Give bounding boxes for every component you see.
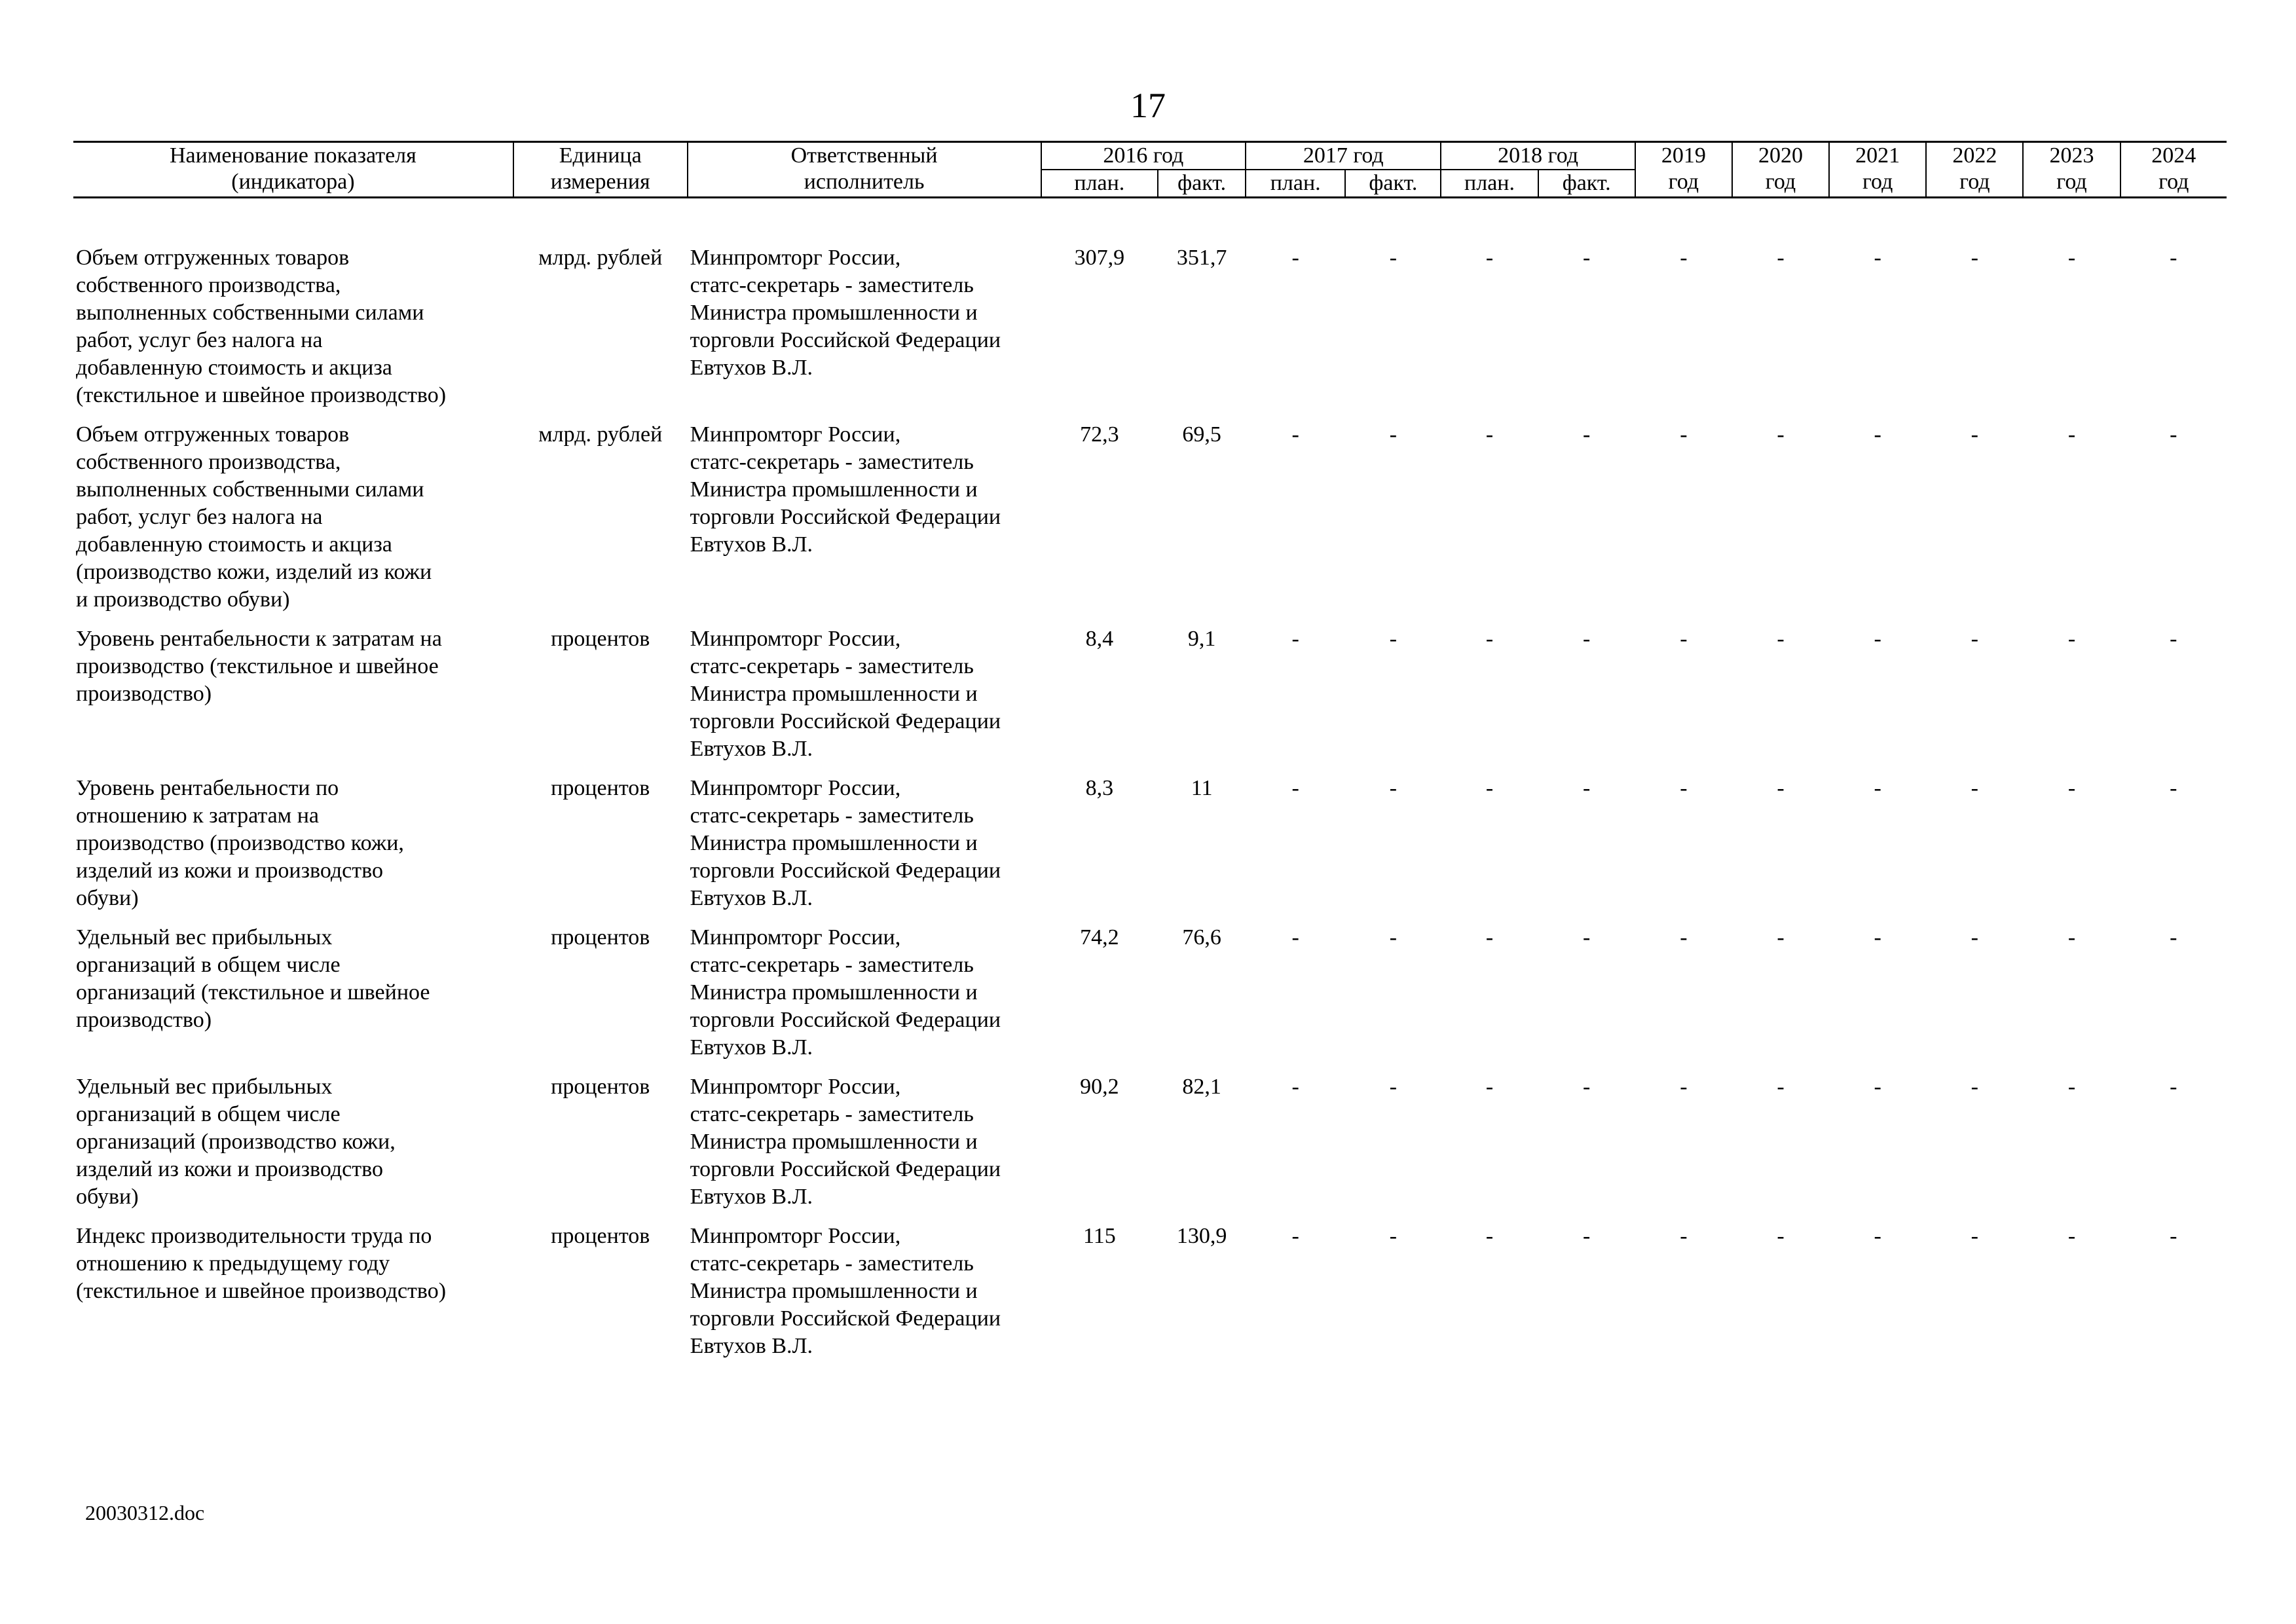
value-2016-fact: 11 [1191, 776, 1213, 800]
value-cell: - [1680, 776, 1688, 800]
unit: процентов [551, 776, 650, 800]
responsible-line: Евтухов В.Л. [690, 1334, 813, 1358]
responsible-line: Евтухов В.Л. [690, 1035, 813, 1060]
value-2016-fact: 82,1 [1182, 1075, 1221, 1099]
value-cell: - [1485, 776, 1494, 800]
value-cell: - [2067, 1075, 2076, 1099]
responsible-line: торговли Российской Федерации [690, 328, 1001, 352]
value-cell: - [1485, 925, 1494, 950]
value-cell: - [1971, 627, 1978, 651]
indicator-name-line: (текстильное и швейное производство) [76, 1279, 447, 1303]
value-cell: - [1680, 1224, 1688, 1248]
value-cell: - [1680, 246, 1688, 270]
header-year-2020: 2020 год [1732, 142, 1829, 198]
value-cell: - [1389, 925, 1398, 950]
value-2016-fact: 9,1 [1187, 627, 1216, 651]
value-cell: - [2170, 1224, 2177, 1248]
responsible-line: статс-секретарь - заместитель [690, 803, 974, 828]
responsible-line: статс-секретарь - заместитель [690, 953, 974, 977]
responsible-line: Минпромторг России, [690, 1075, 901, 1099]
value-cell: - [1874, 422, 1881, 447]
value-cell: - [2067, 925, 2076, 950]
unit: процентов [551, 1224, 650, 1248]
responsible-line: торговли Российской Федерации [690, 709, 1001, 733]
table-row [73, 924, 2227, 1073]
indicator-name [73, 421, 513, 625]
value-cell: - [1874, 1224, 1881, 1248]
value-cell: - [1291, 776, 1299, 800]
indicator-name-line: производство (текстильное и швейное [76, 654, 439, 678]
indicator-name-line: выполненных собственными силами [76, 477, 424, 502]
value-cell: - [1874, 1075, 1881, 1099]
value-2016-plan: 72,3 [1080, 422, 1119, 447]
header-2016-plan: план. [1041, 170, 1158, 198]
indicator-name [73, 775, 513, 924]
value-cell: - [1777, 1224, 1785, 1248]
value-cell: - [2067, 627, 2076, 651]
responsible-executor [688, 924, 1041, 1073]
indicator-name-line: производство) [76, 1008, 212, 1032]
table-header [73, 142, 2227, 198]
value-cell: - [1583, 1224, 1591, 1248]
header-year-2024: 2024 год [2120, 142, 2227, 198]
header-indicator-name: Наименование показателя (индикатора) [73, 142, 513, 198]
value-2016-fact: 351,7 [1176, 246, 1227, 270]
indicator-name-line: Удельный вес прибыльных [76, 1075, 333, 1099]
indicator-name [73, 924, 513, 1073]
value-cell: - [1874, 627, 1881, 651]
responsible-line: Минпромторг России, [690, 1224, 901, 1248]
indicator-name-line: (производство кожи, изделий из кожи [76, 560, 432, 584]
indicator-name-line: отношению к затратам на [76, 803, 319, 828]
indicator-name-line: Удельный вес прибыльных [76, 925, 333, 950]
value-cell: - [1777, 627, 1785, 651]
responsible-line: Министра промышленности и [690, 1279, 978, 1303]
value-cell: - [1389, 1075, 1398, 1099]
value-cell: - [1971, 776, 1978, 800]
value-cell: - [1680, 627, 1688, 651]
header-year-2022: 2022 год [1926, 142, 2023, 198]
header-year-2023: 2023 год [2023, 142, 2120, 198]
responsible-line: Минпромторг России, [690, 422, 901, 447]
value-cell: - [1874, 776, 1881, 800]
value-cell: - [2170, 925, 2177, 950]
responsible-line: Минпромторг России, [690, 925, 901, 950]
header-2016-fact: факт. [1158, 170, 1246, 198]
indicator-name-line: организаций в общем числе [76, 953, 341, 977]
value-cell: - [2067, 246, 2076, 270]
value-cell: - [2170, 422, 2177, 447]
responsible-line: Евтухов В.Л. [690, 886, 813, 910]
responsible-line: Министра промышленности и [690, 682, 978, 706]
responsible-line: статс-секретарь - заместитель [690, 1102, 974, 1126]
indicator-name-line: собственного производства, [76, 450, 341, 474]
unit: процентов [551, 925, 650, 950]
responsible-line: Министра промышленности и [690, 301, 978, 325]
responsible-executor [688, 244, 1041, 421]
value-2016-fact: 130,9 [1176, 1224, 1227, 1248]
header-2018-fact: факт. [1538, 170, 1635, 198]
indicator-name-line: организаций (производство кожи, [76, 1130, 396, 1154]
table-row [73, 421, 2227, 625]
responsible-line: торговли Российской Федерации [690, 1157, 1001, 1181]
indicator-name-line: организаций в общем числе [76, 1102, 341, 1126]
indicator-name-line: производство) [76, 682, 212, 706]
table-row [73, 1223, 2227, 1372]
header-year-2016: 2016 год [1041, 142, 1246, 170]
indicator-name-line: обуви) [76, 1185, 139, 1209]
value-cell: - [1680, 925, 1688, 950]
responsible-line: торговли Российской Федерации [690, 1306, 1001, 1331]
value-cell: - [1971, 925, 1978, 950]
value-cell: - [1389, 422, 1398, 447]
unit: млрд. рублей [538, 422, 663, 447]
header-responsible: Ответственный исполнитель [688, 142, 1041, 198]
indicator-name-line: Объем отгруженных товаров [76, 246, 350, 270]
value-cell: - [1777, 776, 1785, 800]
value-cell: - [1291, 1224, 1299, 1248]
value-cell: - [1971, 246, 1978, 270]
table-row [73, 775, 2227, 924]
value-cell: - [1583, 925, 1591, 950]
indicator-name [73, 1073, 513, 1223]
indicator-name-line: выполненных собственными силами [76, 301, 424, 325]
value-cell: - [1389, 627, 1398, 651]
value-cell: - [1583, 627, 1591, 651]
responsible-line: Евтухов В.Л. [690, 1185, 813, 1209]
responsible-line: Министра промышленности и [690, 477, 978, 502]
value-cell: - [1971, 1224, 1978, 1248]
value-cell: - [1389, 776, 1398, 800]
value-cell: - [1485, 246, 1494, 270]
responsible-line: Евтухов В.Л. [690, 532, 813, 557]
header-year-2017: 2017 год [1246, 142, 1441, 170]
indicator-name [73, 244, 513, 421]
value-cell: - [1291, 1075, 1299, 1099]
indicator-name-line: обуви) [76, 886, 139, 910]
value-cell: - [1485, 627, 1494, 651]
value-cell: - [1777, 925, 1785, 950]
value-2016-fact: 69,5 [1182, 422, 1221, 447]
indicator-name-line: добавленную стоимость и акциза [76, 532, 392, 557]
responsible-line: статс-секретарь - заместитель [690, 1251, 974, 1276]
responsible-line: статс-секретарь - заместитель [690, 654, 974, 678]
indicator-name-line: и производство обуви) [76, 587, 290, 612]
table-row [73, 244, 2227, 421]
indicators-table [73, 141, 2227, 1372]
responsible-line: статс-секретарь - заместитель [690, 273, 974, 297]
indicator-name-line: Уровень рентабельности по [76, 776, 339, 800]
responsible-line: Министра промышленности и [690, 980, 978, 1005]
responsible-line: торговли Российской Федерации [690, 858, 1001, 883]
header-unit: Единица измерения [513, 142, 688, 198]
indicator-name-line: Уровень рентабельности к затратам на [76, 627, 442, 651]
indicator-name-line: работ, услуг без налога на [76, 505, 323, 529]
table-row [73, 1073, 2227, 1223]
value-cell: - [1680, 1075, 1688, 1099]
value-cell: - [1291, 246, 1299, 270]
value-cell: - [1777, 246, 1785, 270]
unit: млрд. рублей [538, 246, 663, 270]
value-cell: - [2170, 776, 2177, 800]
responsible-executor [688, 625, 1041, 775]
unit: процентов [551, 1075, 650, 1099]
indicator-name-line: собственного производства, [76, 273, 341, 297]
responsible-line: Евтухов В.Л. [690, 737, 813, 761]
responsible-executor [688, 775, 1041, 924]
unit: процентов [551, 627, 650, 651]
responsible-line: Евтухов В.Л. [690, 356, 813, 380]
indicator-name-line: работ, услуг без налога на [76, 328, 323, 352]
value-cell: - [1971, 1075, 1978, 1099]
indicator-name-line: изделий из кожи и производство [76, 858, 383, 883]
value-2016-plan: 307,9 [1074, 246, 1125, 270]
indicator-name-line: отношению к предыдущему году [76, 1251, 390, 1276]
value-cell: - [1583, 776, 1591, 800]
value-cell: - [2170, 246, 2177, 270]
value-2016-plan: 8,4 [1085, 627, 1114, 651]
indicator-name-line: добавленную стоимость и акциза [76, 356, 392, 380]
indicator-name [73, 625, 513, 775]
value-cell: - [1777, 1075, 1785, 1099]
value-cell: - [2170, 627, 2177, 651]
header-year-2018: 2018 год [1441, 142, 1635, 170]
indicator-name-line: изделий из кожи и производство [76, 1157, 383, 1181]
value-cell: - [1777, 422, 1785, 447]
value-cell: - [2067, 422, 2076, 447]
value-cell: - [1583, 246, 1591, 270]
responsible-line: торговли Российской Федерации [690, 1008, 1001, 1032]
value-2016-fact: 76,6 [1182, 925, 1221, 950]
value-2016-plan: 90,2 [1080, 1075, 1119, 1099]
value-cell: - [1291, 925, 1299, 950]
responsible-line: Министра промышленности и [690, 831, 978, 855]
responsible-line: Минпромторг России, [690, 246, 901, 270]
value-cell: - [1583, 422, 1591, 447]
value-cell: - [1971, 422, 1978, 447]
responsible-line: Министра промышленности и [690, 1130, 978, 1154]
responsible-executor [688, 1223, 1041, 1372]
responsible-executor [688, 421, 1041, 625]
responsible-line: торговли Российской Федерации [690, 505, 1001, 529]
value-cell: - [2067, 1224, 2076, 1248]
header-2017-plan: план. [1246, 170, 1345, 198]
indicator-name-line: производство (производство кожи, [76, 831, 404, 855]
indicator-name-line: Объем отгруженных товаров [76, 422, 350, 447]
value-cell: - [1874, 925, 1881, 950]
header-year-2021: 2021 год [1829, 142, 1926, 198]
header-2018-plan: план. [1441, 170, 1538, 198]
value-2016-plan: 8,3 [1085, 776, 1114, 800]
indicator-name-line: организаций (текстильное и швейное [76, 980, 430, 1005]
footer-doc-id: 20030312.doc [85, 1501, 205, 1524]
indicator-name-line: Индекс производительности труда по [76, 1224, 432, 1248]
value-cell: - [1485, 422, 1494, 447]
value-2016-plan: 115 [1083, 1224, 1116, 1248]
responsible-line: Минпромторг России, [690, 627, 901, 651]
table-body [73, 198, 2227, 1373]
responsible-line: статс-секретарь - заместитель [690, 450, 974, 474]
value-2016-plan: 74,2 [1080, 925, 1119, 950]
value-cell: - [1874, 246, 1881, 270]
value-cell: - [1389, 246, 1398, 270]
value-cell: - [1485, 1224, 1494, 1248]
indicator-name-line: (текстильное и швейное производство) [76, 383, 447, 407]
header-2017-fact: факт. [1345, 170, 1441, 198]
value-cell: - [1291, 422, 1299, 447]
value-cell: - [2067, 776, 2076, 800]
header-year-2019: 2019 год [1635, 142, 1732, 198]
table-row [73, 625, 2227, 775]
value-cell: - [1389, 1224, 1398, 1248]
value-cell: - [1583, 1075, 1591, 1099]
value-cell: - [2170, 1075, 2177, 1099]
page-number: 17 [1130, 86, 1166, 125]
value-cell: - [1485, 1075, 1494, 1099]
value-cell: - [1680, 422, 1688, 447]
value-cell: - [1291, 627, 1299, 651]
indicator-name [73, 1223, 513, 1372]
responsible-executor [688, 1073, 1041, 1223]
responsible-line: Минпромторг России, [690, 776, 901, 800]
